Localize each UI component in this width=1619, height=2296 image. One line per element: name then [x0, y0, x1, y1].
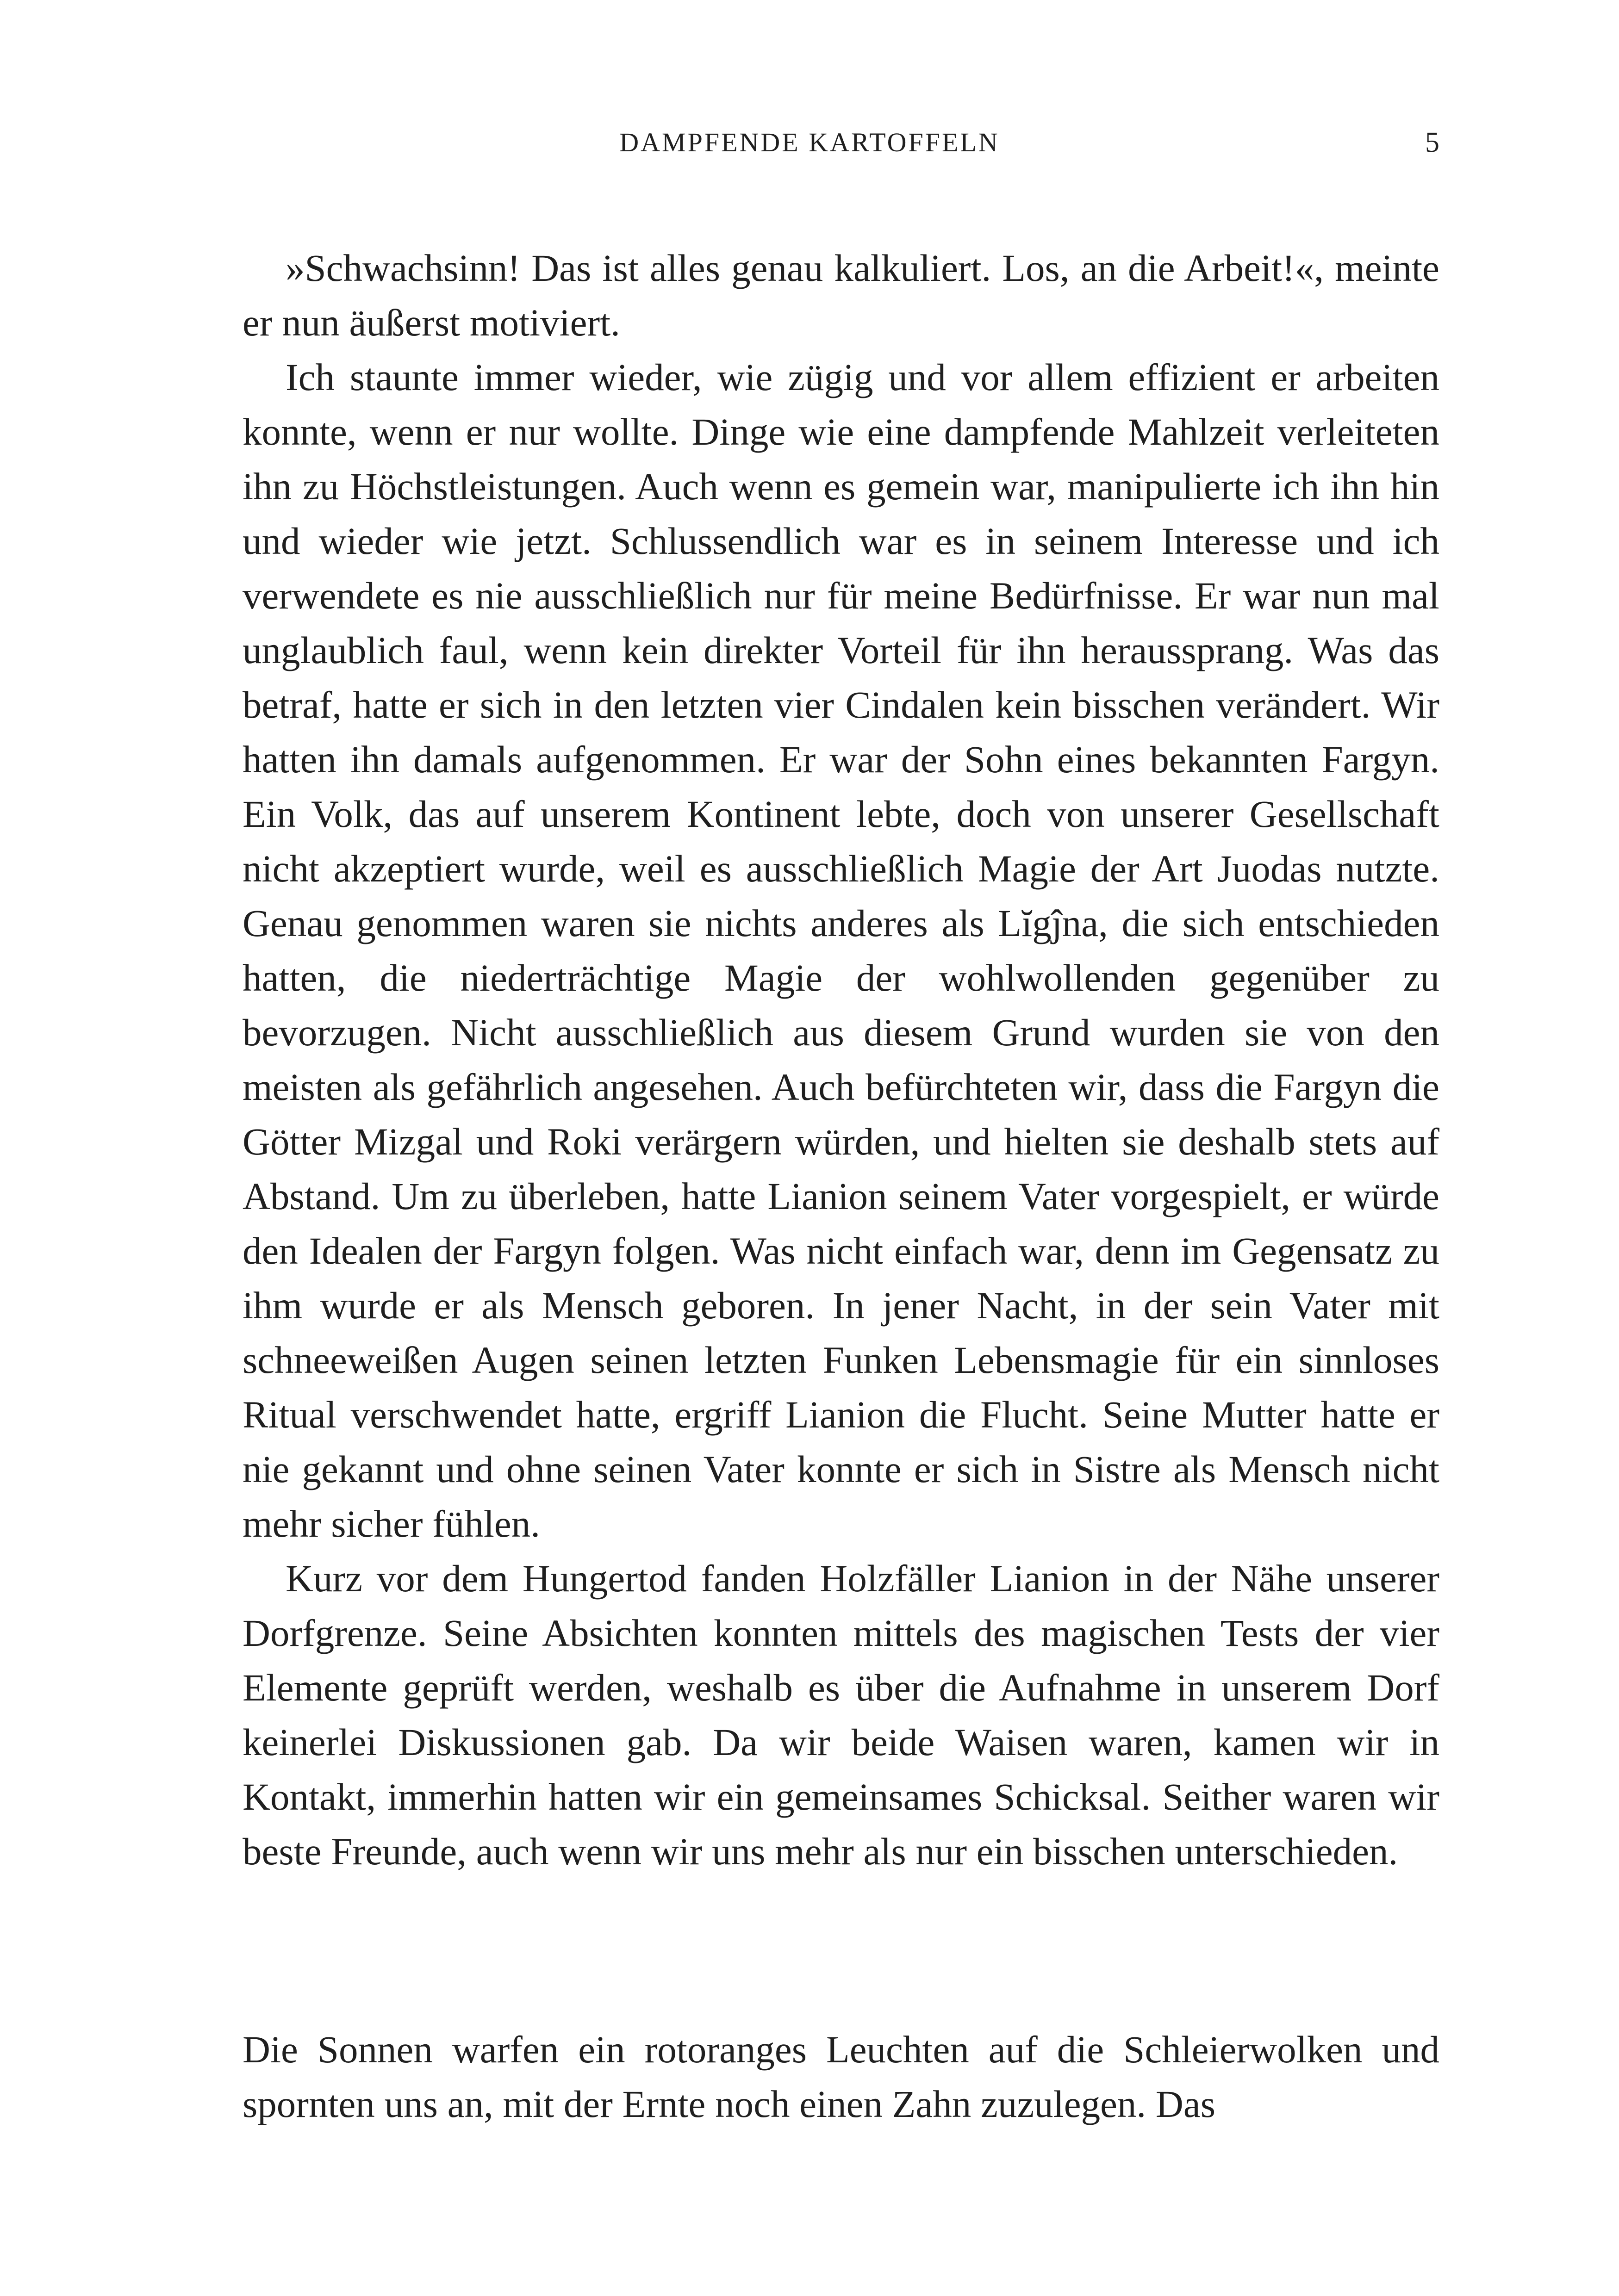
page-number: 5 — [1425, 127, 1439, 158]
section-opening-paragraph: Die Sonnen warfen ein rotoranges Leuchten auf die Schleierwolken und spornten uns an, mit der Ernte noch einen Zahn zuzulegen. Das — [243, 2028, 1439, 2125]
paragraph-3: Kurz vor dem Hungertod fanden Holzfäller Lianion in der Nähe unserer Dorfgrenze. Seine Absichten konnten mittels des magischen Tests der vier Elemente geprüft werden, weshalb es über die Aufnahme in unserem Dorf keinerlei Diskussionen gab. Da wir beide Waisen waren, kamen wir in Kontakt, immerhin hatten wir ein gemeinsames Schicksal. Seither waren wir beste Freunde, auch wenn wir uns mehr als nur ein bisschen unterschieden. — [243, 1557, 1439, 1873]
paragraph-2: Ich staunte immer wieder, wie zügig und vor allem effizient er arbeiten konnte, wenn er nur wollte. Dinge wie eine dampfende Mahlzeit verleiteten ihn zu Höchstleistungen. Auch wenn es gemein war, manipulierte ich ihn hin und wieder wie jetzt. Schlussendlich war es in seinem Interesse und ich verwendete es nie ausschließlich nur für meine Bedürfnisse. Er war nun mal unglaublich faul, wenn kein direkter Vorteil für ihn heraussprang. Was das betraf, hatte er sich in den letzten vier Cindalen kein bisschen verändert. Wir hatten ihn damals aufgenommen. Er war der Sohn eines bekannten Fargyn. Ein Volk, das auf unserem Kontinent lebte, doch von unserer Gesellschaft nicht akzeptiert wurde, weil es ausschließlich Magie der Art Juodas nutzte. Genau genommen waren sie nichts anderes als Lĭgĵna, die sich entschieden hatten, die niederträchtige Magie der wohlwollenden gegenüber zu bevorzugen. Nicht ausschließlich aus diesem Grund wurden sie von den meisten als gefährlich angesehen. Auch befürchteten wir, dass die Fargyn die Götter Mizgal und Roki verärgern würden, und hielten sie deshalb stets auf Abstand. Um zu überleben, hatte Lianion seinem Vater vorgespielt, er würde den Idealen der Fargyn folgen. Was nicht einfach war, denn im Gegensatz zu ihm wurde er als Mensch geboren. In jener Nacht, in der sein Vater mit schneeweißen Augen seinen letzten Funken Lebensmagie für ein sinnloses Ritual verschwendet hatte, ergriff Lianion die Flucht. Seine Mutter hatte er nie gekannt und ohne seinen Vater konnte er sich in Sistre als Mensch nicht mehr sicher fühlen. — [243, 356, 1439, 1545]
new-section — [243, 2022, 1439, 2131]
running-title: DAMPFENDE KARTOFFELN — [619, 127, 1000, 157]
running-header — [0, 124, 1619, 161]
body-text — [243, 241, 1439, 1879]
paragraph-1: »Schwachsinn! Das ist alles genau kalkuliert. Los, an die Arbeit!«, meinte er nun äußerst motiviert. — [243, 247, 1439, 344]
